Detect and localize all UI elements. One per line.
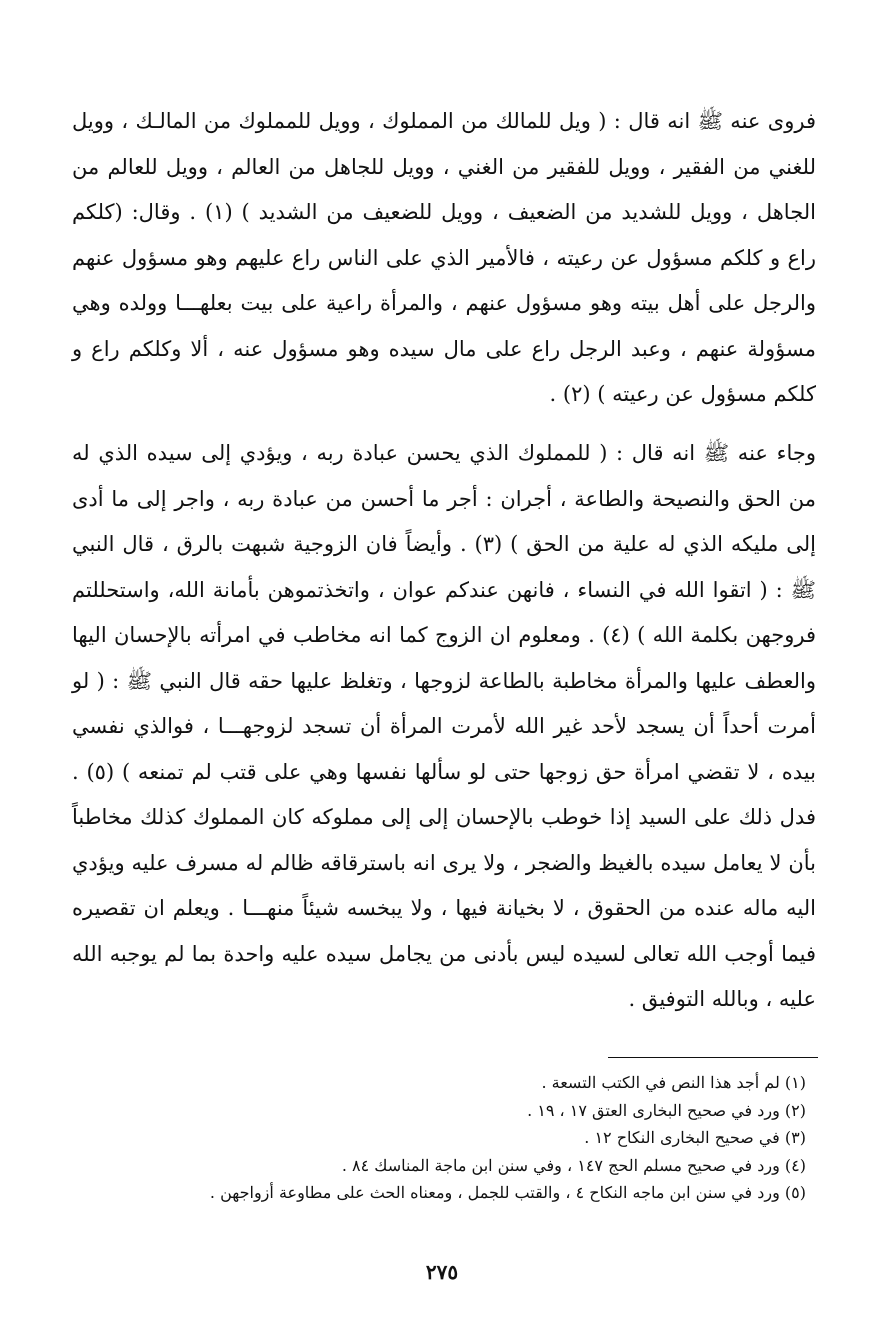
footnote-5: (٥) ورد في سنن ابن ماجه النكاح ٤ ، والقتب للجمل ، ومعناه الحث على مطاوعة أزواجهن .	[209, 1183, 806, 1202]
footnote-1: (١) لم أجد هذا النص في الكتب التسعة .	[541, 1073, 806, 1092]
body-paragraph-2: وجاء عنه ﷺ انه قال : ( للمملوك الذي يحسن عبادة ربه ، ويؤدي إلى سيده الذي له من الحق والنصيحة والطاعة ، أجران : أجر ما أحسن من عبادة ربه ، واجر إلى ما أدى إلى مليكه الذي له علية من الحق ) (٣) . وأيضاً فان الزوجية شبهت بالرق ، قال النبي ﷺ : ( اتقوا الله في النساء ، فانهن عندكم عوان ، واتخذتموهن بأمانة الله، واستحللتم فروجهن بكلمة الله ) (٤) . ومعلوم ان الزوج كما انه مخاطب في امرأته بالإحسان اليها والعطف عليها والمرأة مخاطبة بالطاعة لزوجها ، وتغلظ عليها حقه قال النبي ﷺ : ( لو أمرت أحداً أن يسجد لأحد غير الله لأمرت المرأة أن تسجد لزوجهـــا ، فوالذي نفسي بيده ، لا تقضي امرأة حق زوجها حتى لو سألها نفسها وهي على قتب لم تمنعه ) (٥) . فدل ذلك على السيد إذا خوطب بالإحسان إلى إلى مملوكه كان المملوك كذلك مخاطباً بأن لا يعامل سيده بالغيظ والضجر ، ولا يرى انه باسترقاقه ظالم له مسرف عليه ويؤدي اليه ماله عنده من الحقوق ، لا بخيانة فيها ، ولا يبخسه شيئاً منهـــا . ويعلم ان تقصيره فيما أوجب الله تعالى لسيده ليس بأدنى من يجامل سيده عليه واحدة بما لم يوجبه الله عليه ، وبالله التوفيق .	[72, 441, 816, 1011]
footnote-4: (٤) ورد في صحيح مسلم الحج ١٤٧ ، وفي سنن ابن ماجة المناسك ٨٤ .	[341, 1155, 806, 1175]
footnote-2: (٢) ورد في صحيح البخارى العتق ١٧ ، ١٩ .	[527, 1100, 806, 1120]
page-number: ٢٧٥	[425, 1260, 459, 1284]
footnote-separator	[608, 1057, 818, 1058]
footnotes	[66, 1069, 806, 1207]
body-paragraph-1: فروى عنه ﷺ انه قال : ( ويل للمالك من المملوك ، وويل للمملوك من المالـك ، وويل للغني من الفقير ، وويل للفقير من الغني ، وويل للجاهل من العالم ، وويل للعالم من الجاهل ، وويل للشديد من الضعيف ، وويل للضعيف من الشديد ) (١) . وقال: (كلكم راع و كلكم مسؤول عن رعيته ، فالأمير الذي على الناس راع عليهم وهو مسؤول عنهم والرجل على أهل بيته وهو مسؤول عنهم ، والمرأة راعية على بيت بعلهـــا وولده وهي مسؤولة عنهم ، وعبد الرجل راع على مال سيده وهو مسؤول عنه ، ألا وكلكم راع و كلكم مسؤول عن رعيته ) (٢) .	[72, 109, 816, 406]
footnote-3: (٣) في صحيح البخارى النكاح ١٢ .	[584, 1128, 806, 1147]
